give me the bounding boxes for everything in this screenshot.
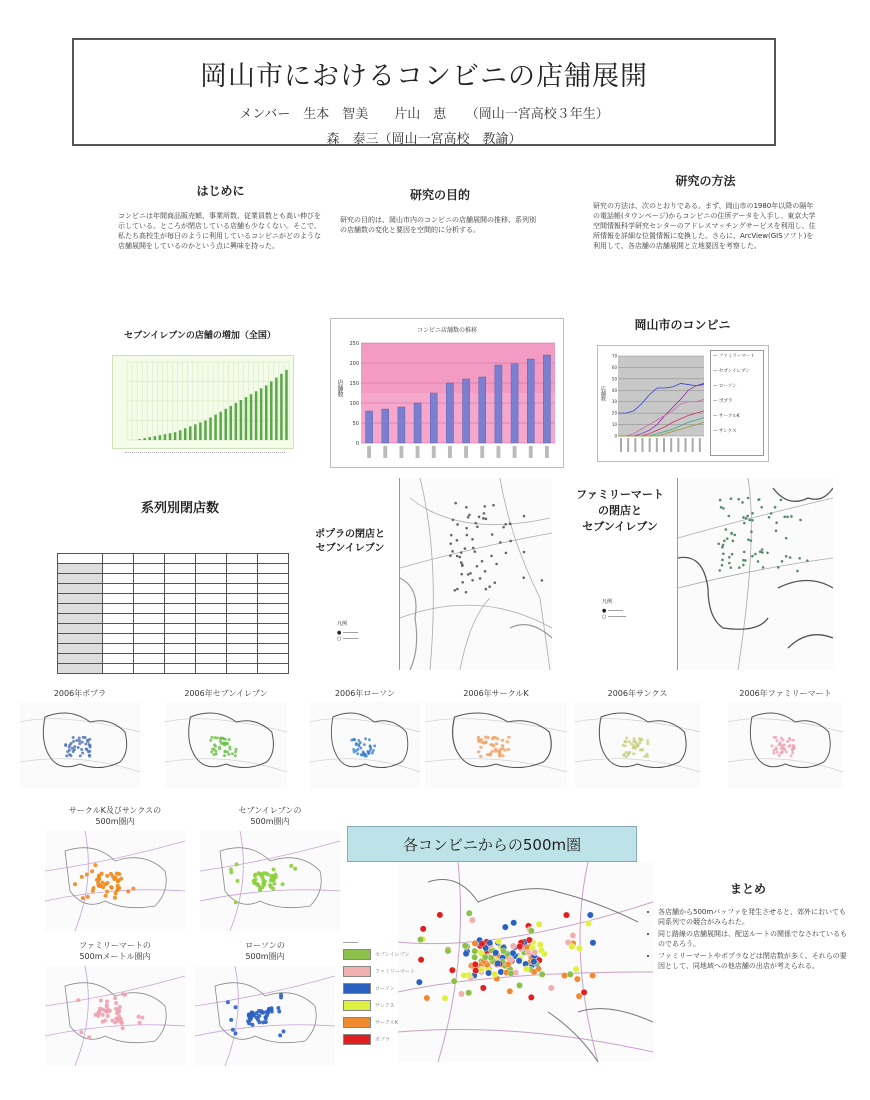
buffer-map bbox=[200, 831, 340, 931]
table-row bbox=[58, 634, 289, 644]
legend-swatch bbox=[343, 983, 371, 994]
table-cell bbox=[165, 564, 196, 574]
map-2006 bbox=[165, 702, 287, 788]
legend-swatch bbox=[343, 1017, 371, 1028]
summary-item: • 同じ路線の店舗展開は、配送ルートの関係でなされているものであろう。 bbox=[658, 929, 848, 949]
table-cell bbox=[227, 554, 258, 564]
okayama-chart-legend bbox=[710, 350, 764, 456]
table-cell bbox=[258, 644, 289, 654]
table-cell bbox=[196, 654, 227, 664]
table-cell bbox=[103, 594, 134, 604]
conbini-chart-ylabel: 店舗数 bbox=[336, 379, 343, 397]
poplar-map-legend bbox=[337, 620, 358, 642]
family-closures-map bbox=[677, 478, 833, 670]
table-cell bbox=[58, 624, 103, 634]
legend-swatch bbox=[343, 1000, 371, 1011]
method-body: 研究の方法は、次のとおりである。まず、岡山市の1980年以降の隔年の電話帳(タウンページ)からコンビニの住所データを入手し、東京大学空間情報科学研究センターのアドレスマッチングサービスを利用し、住所情報を詳細な位置情報に変換した。さらに、ArcView(GISソフト)を利用して、各店舗の店舗展開と立地要因を考察した。 bbox=[593, 202, 816, 250]
table-cell bbox=[134, 574, 165, 584]
table-cell bbox=[258, 574, 289, 584]
map-2006-caption: 2006年セブンイレブン bbox=[184, 689, 268, 698]
svg-text:30: 30 bbox=[611, 399, 617, 405]
members-line: メンバー 生本 智美 片山 恵 （岡山一宮高校３年生） bbox=[239, 107, 609, 122]
svg-text:10: 10 bbox=[611, 422, 617, 428]
svg-text:20: 20 bbox=[611, 410, 617, 416]
table-cell bbox=[258, 614, 289, 624]
buffer-map bbox=[195, 966, 335, 1066]
map-2006-caption: 2006年ローソン bbox=[334, 689, 396, 698]
map-2006 bbox=[575, 702, 700, 788]
buffer-map-caption: ローソンの 500m圏内 bbox=[245, 941, 285, 961]
table-cell bbox=[258, 584, 289, 594]
table-cell bbox=[227, 664, 258, 674]
family-heading-line2: の閉店と bbox=[598, 504, 642, 517]
intro-section bbox=[118, 182, 323, 251]
poplar-heading-line2: セブンイレブン bbox=[315, 543, 385, 554]
method-section bbox=[593, 172, 818, 251]
closures-heading: 系列別閉店数 bbox=[140, 501, 219, 516]
summary-item: • 各店舗から500mバッファを発生させると、郊外においても同系列での競合がみられた。 bbox=[658, 907, 848, 927]
table-cell bbox=[165, 634, 196, 644]
legend-label: ファミリーマート bbox=[375, 969, 415, 975]
table-cell bbox=[258, 594, 289, 604]
table-cell bbox=[165, 664, 196, 674]
seven-growth-bars bbox=[113, 356, 293, 448]
table-cell bbox=[165, 654, 196, 664]
table-cell bbox=[103, 644, 134, 654]
title-box bbox=[72, 38, 776, 146]
table-row bbox=[58, 564, 289, 574]
map-2006-caption: 2006年ポプラ bbox=[53, 689, 107, 698]
buffer-map bbox=[45, 966, 185, 1066]
table-cell bbox=[58, 654, 103, 664]
okayama-legend-item: — ファミリーマート bbox=[713, 354, 755, 359]
table-cell bbox=[227, 654, 258, 664]
okayama-legend-item: — サークルK bbox=[713, 414, 740, 419]
table-cell bbox=[58, 564, 103, 574]
table-cell bbox=[134, 554, 165, 564]
table-cell bbox=[103, 624, 134, 634]
table-cell bbox=[227, 564, 258, 574]
table-cell bbox=[258, 634, 289, 644]
table-cell bbox=[103, 574, 134, 584]
purpose-heading: 研究の目的 bbox=[409, 188, 470, 202]
svg-text:250: 250 bbox=[349, 341, 359, 347]
table-cell bbox=[165, 594, 196, 604]
table-cell bbox=[227, 594, 258, 604]
table-row bbox=[58, 664, 289, 674]
table-cell bbox=[165, 554, 196, 564]
table-cell bbox=[258, 624, 289, 634]
table-row bbox=[58, 644, 289, 654]
svg-text:40: 40 bbox=[611, 387, 617, 393]
table-cell bbox=[165, 624, 196, 634]
legend-label: ポプラ bbox=[375, 1037, 391, 1043]
conbini-count-chart bbox=[330, 318, 564, 468]
map-2006-caption: 2006年ファミリーマート bbox=[739, 689, 832, 698]
table-cell bbox=[196, 564, 227, 574]
svg-text:150: 150 bbox=[349, 381, 359, 387]
table-cell bbox=[196, 594, 227, 604]
table-cell bbox=[196, 584, 227, 594]
table-cell bbox=[258, 604, 289, 614]
summary-heading: まとめ bbox=[729, 882, 766, 896]
table-cell bbox=[227, 574, 258, 584]
legend-road: ───── bbox=[343, 940, 359, 946]
buffer-map-caption: セブンイレブンの 500m圏内 bbox=[238, 806, 302, 826]
table-row bbox=[58, 624, 289, 634]
legend-swatch bbox=[343, 949, 371, 960]
table-cell bbox=[196, 644, 227, 654]
table-cell bbox=[258, 654, 289, 664]
legend-label: サンクス bbox=[375, 1003, 395, 1009]
table-row bbox=[58, 614, 289, 624]
table-cell bbox=[134, 654, 165, 664]
table-row bbox=[58, 604, 289, 614]
okayama-chart-heading: 岡山市のコンビニ bbox=[634, 318, 731, 332]
table-cell bbox=[103, 554, 134, 564]
table-cell bbox=[227, 634, 258, 644]
main-map-svg bbox=[398, 862, 653, 1062]
summary-section bbox=[648, 880, 848, 973]
svg-text:200: 200 bbox=[349, 361, 359, 367]
main-map-banner: 各コンビニからの500m圏 bbox=[347, 826, 637, 862]
family-legend-title: 凡例 bbox=[602, 599, 613, 605]
table-cell bbox=[165, 584, 196, 594]
seven-growth-chart bbox=[112, 355, 294, 449]
table-cell bbox=[134, 624, 165, 634]
map-2006 bbox=[425, 702, 567, 788]
table-cell bbox=[134, 604, 165, 614]
family-heading-line1: ファミリーマート bbox=[576, 488, 664, 501]
buffer-map-caption: ファミリーマートの 500mメートル圏内 bbox=[79, 941, 151, 961]
table-cell bbox=[196, 554, 227, 564]
table-cell bbox=[58, 644, 103, 654]
table-cell bbox=[165, 604, 196, 614]
map-2006-caption: 2006年サークルK bbox=[463, 689, 529, 698]
table-cell bbox=[258, 564, 289, 574]
map-2006 bbox=[310, 702, 420, 788]
table-cell bbox=[58, 594, 103, 604]
intro-body: コンビニは年間商品販売額、事業所数、従業員数とも高い伸びを示している。ところが閉店している店舗も少なくない。そこで、私たち高校生が毎日のように利用しているコンビニがどのような店舗展開をしているのかという点に興味を持った。 bbox=[118, 212, 321, 250]
closures-grid bbox=[57, 553, 289, 674]
table-cell bbox=[196, 624, 227, 634]
table-cell bbox=[58, 664, 103, 674]
main-legend-item bbox=[343, 980, 415, 997]
svg-text:50: 50 bbox=[611, 376, 617, 382]
main-legend-item bbox=[343, 997, 415, 1014]
poplar-closures-map bbox=[399, 478, 552, 670]
main-map-legend bbox=[343, 940, 415, 1048]
table-cell bbox=[227, 584, 258, 594]
main-legend-item bbox=[343, 1031, 415, 1048]
svg-text:100: 100 bbox=[349, 401, 359, 407]
summary-list bbox=[648, 907, 848, 971]
main-legend-item bbox=[343, 1014, 415, 1031]
poplar-heading-line1: ポプラの閉店と bbox=[315, 529, 385, 540]
family-map-svg bbox=[678, 478, 833, 670]
table-cell bbox=[196, 664, 227, 674]
svg-text:70: 70 bbox=[611, 353, 617, 359]
table-row bbox=[58, 554, 289, 564]
table-cell bbox=[258, 664, 289, 674]
poplar-legend-item: ○ ───── bbox=[337, 636, 359, 642]
map-2006 bbox=[728, 702, 843, 788]
table-cell bbox=[227, 614, 258, 624]
purpose-body: 研究の目的は、岡山市内のコンビニの店舗展開の推移、系列別の店舗数の変化と要因を空間的に分析する。 bbox=[340, 216, 536, 234]
table-cell bbox=[196, 634, 227, 644]
method-heading: 研究の方法 bbox=[675, 174, 736, 188]
poster-title: 岡山市におけるコンビニの店舗展開 bbox=[200, 61, 648, 92]
table-cell bbox=[134, 644, 165, 654]
svg-text:60: 60 bbox=[611, 364, 617, 370]
buffer-map bbox=[45, 831, 185, 931]
table-cell bbox=[134, 584, 165, 594]
okayama-legend-item: — ローソン bbox=[713, 384, 737, 389]
buffer-map-caption: サークルK及びサンクスの 500m圏内 bbox=[68, 806, 162, 826]
main-buffer-map bbox=[398, 862, 653, 1062]
okayama-line-plot bbox=[606, 352, 706, 456]
okayama-legend-item: — セブンイレブン bbox=[713, 369, 750, 374]
okayama-legend-item: — サンクス bbox=[713, 429, 737, 434]
legend-swatch bbox=[343, 1034, 371, 1045]
table-cell bbox=[165, 644, 196, 654]
table-cell bbox=[103, 664, 134, 674]
closures-block bbox=[100, 497, 260, 516]
family-legend-item: ○ ────── bbox=[602, 614, 627, 620]
poplar-map-heading bbox=[300, 528, 400, 556]
table-cell bbox=[103, 584, 134, 594]
okayama-chart-block bbox=[595, 316, 770, 333]
closures-table bbox=[57, 553, 289, 674]
table-row bbox=[58, 654, 289, 664]
table-cell bbox=[227, 624, 258, 634]
table-cell bbox=[196, 574, 227, 584]
table-cell bbox=[58, 634, 103, 644]
seven-chart-heading: セブンイレブンの店舗の増加（全国） bbox=[124, 331, 276, 341]
table-cell bbox=[134, 664, 165, 674]
okayama-legend-item: — ポプラ bbox=[713, 399, 733, 404]
table-cell bbox=[103, 564, 134, 574]
table-cell bbox=[196, 604, 227, 614]
table-cell bbox=[134, 564, 165, 574]
intro-heading: はじめに bbox=[196, 184, 245, 198]
seven-chart-axis-caption bbox=[125, 448, 285, 453]
poplar-legend-title: 凡例 bbox=[337, 621, 348, 627]
table-cell bbox=[58, 604, 103, 614]
svg-text:50: 50 bbox=[352, 421, 359, 427]
legend-label: サークルK bbox=[375, 1020, 399, 1026]
main-legend-item bbox=[343, 946, 415, 963]
table-cell bbox=[103, 634, 134, 644]
table-cell bbox=[165, 574, 196, 584]
table-cell bbox=[103, 654, 134, 664]
svg-text:0: 0 bbox=[614, 433, 617, 439]
map-2006-caption: 2006年サンクス bbox=[607, 689, 668, 698]
table-cell bbox=[134, 594, 165, 604]
main-legend-item bbox=[343, 963, 415, 980]
legend-swatch bbox=[343, 966, 371, 977]
table-cell bbox=[58, 574, 103, 584]
family-map-legend bbox=[602, 598, 626, 620]
table-cell bbox=[58, 554, 103, 564]
table-cell bbox=[58, 614, 103, 624]
family-legend-item: ● ───── bbox=[602, 608, 624, 614]
table-row bbox=[58, 574, 289, 584]
family-heading-line3: セブンイレブン bbox=[582, 520, 658, 533]
table-cell bbox=[103, 604, 134, 614]
conbini-chart-title: コンビニ店舗数の推移 bbox=[416, 327, 477, 334]
table-cell bbox=[103, 614, 134, 624]
summary-item: • ファミリーマートやポプラなどは閉店数が多く、それらの要因として、同地域への他店舗の出店が考えられる。 bbox=[658, 951, 848, 971]
map-2006 bbox=[20, 702, 140, 788]
legend-label: ローソン bbox=[375, 986, 395, 992]
poplar-map-svg bbox=[400, 478, 552, 670]
table-row bbox=[58, 594, 289, 604]
table-cell bbox=[58, 584, 103, 594]
table-cell bbox=[227, 604, 258, 614]
table-row bbox=[58, 584, 289, 594]
table-cell bbox=[227, 644, 258, 654]
legend-label: セブンイレブン bbox=[375, 952, 410, 958]
table-cell bbox=[134, 614, 165, 624]
svg-text:0: 0 bbox=[355, 441, 359, 447]
table-cell bbox=[134, 634, 165, 644]
conbini-count-bars bbox=[345, 337, 559, 463]
seven-growth-chart-block bbox=[95, 328, 305, 341]
okayama-line-chart bbox=[597, 345, 769, 462]
table-cell bbox=[258, 554, 289, 564]
poplar-legend-item: ● ───── bbox=[337, 630, 359, 636]
table-cell bbox=[196, 614, 227, 624]
okayama-chart-ylabel: 店舗数 bbox=[600, 386, 606, 401]
purpose-section bbox=[340, 186, 540, 235]
teacher-line: 森 泰三（岡山一宮高校 教諭） bbox=[326, 132, 522, 147]
family-map-heading bbox=[565, 487, 675, 535]
table-cell bbox=[165, 614, 196, 624]
